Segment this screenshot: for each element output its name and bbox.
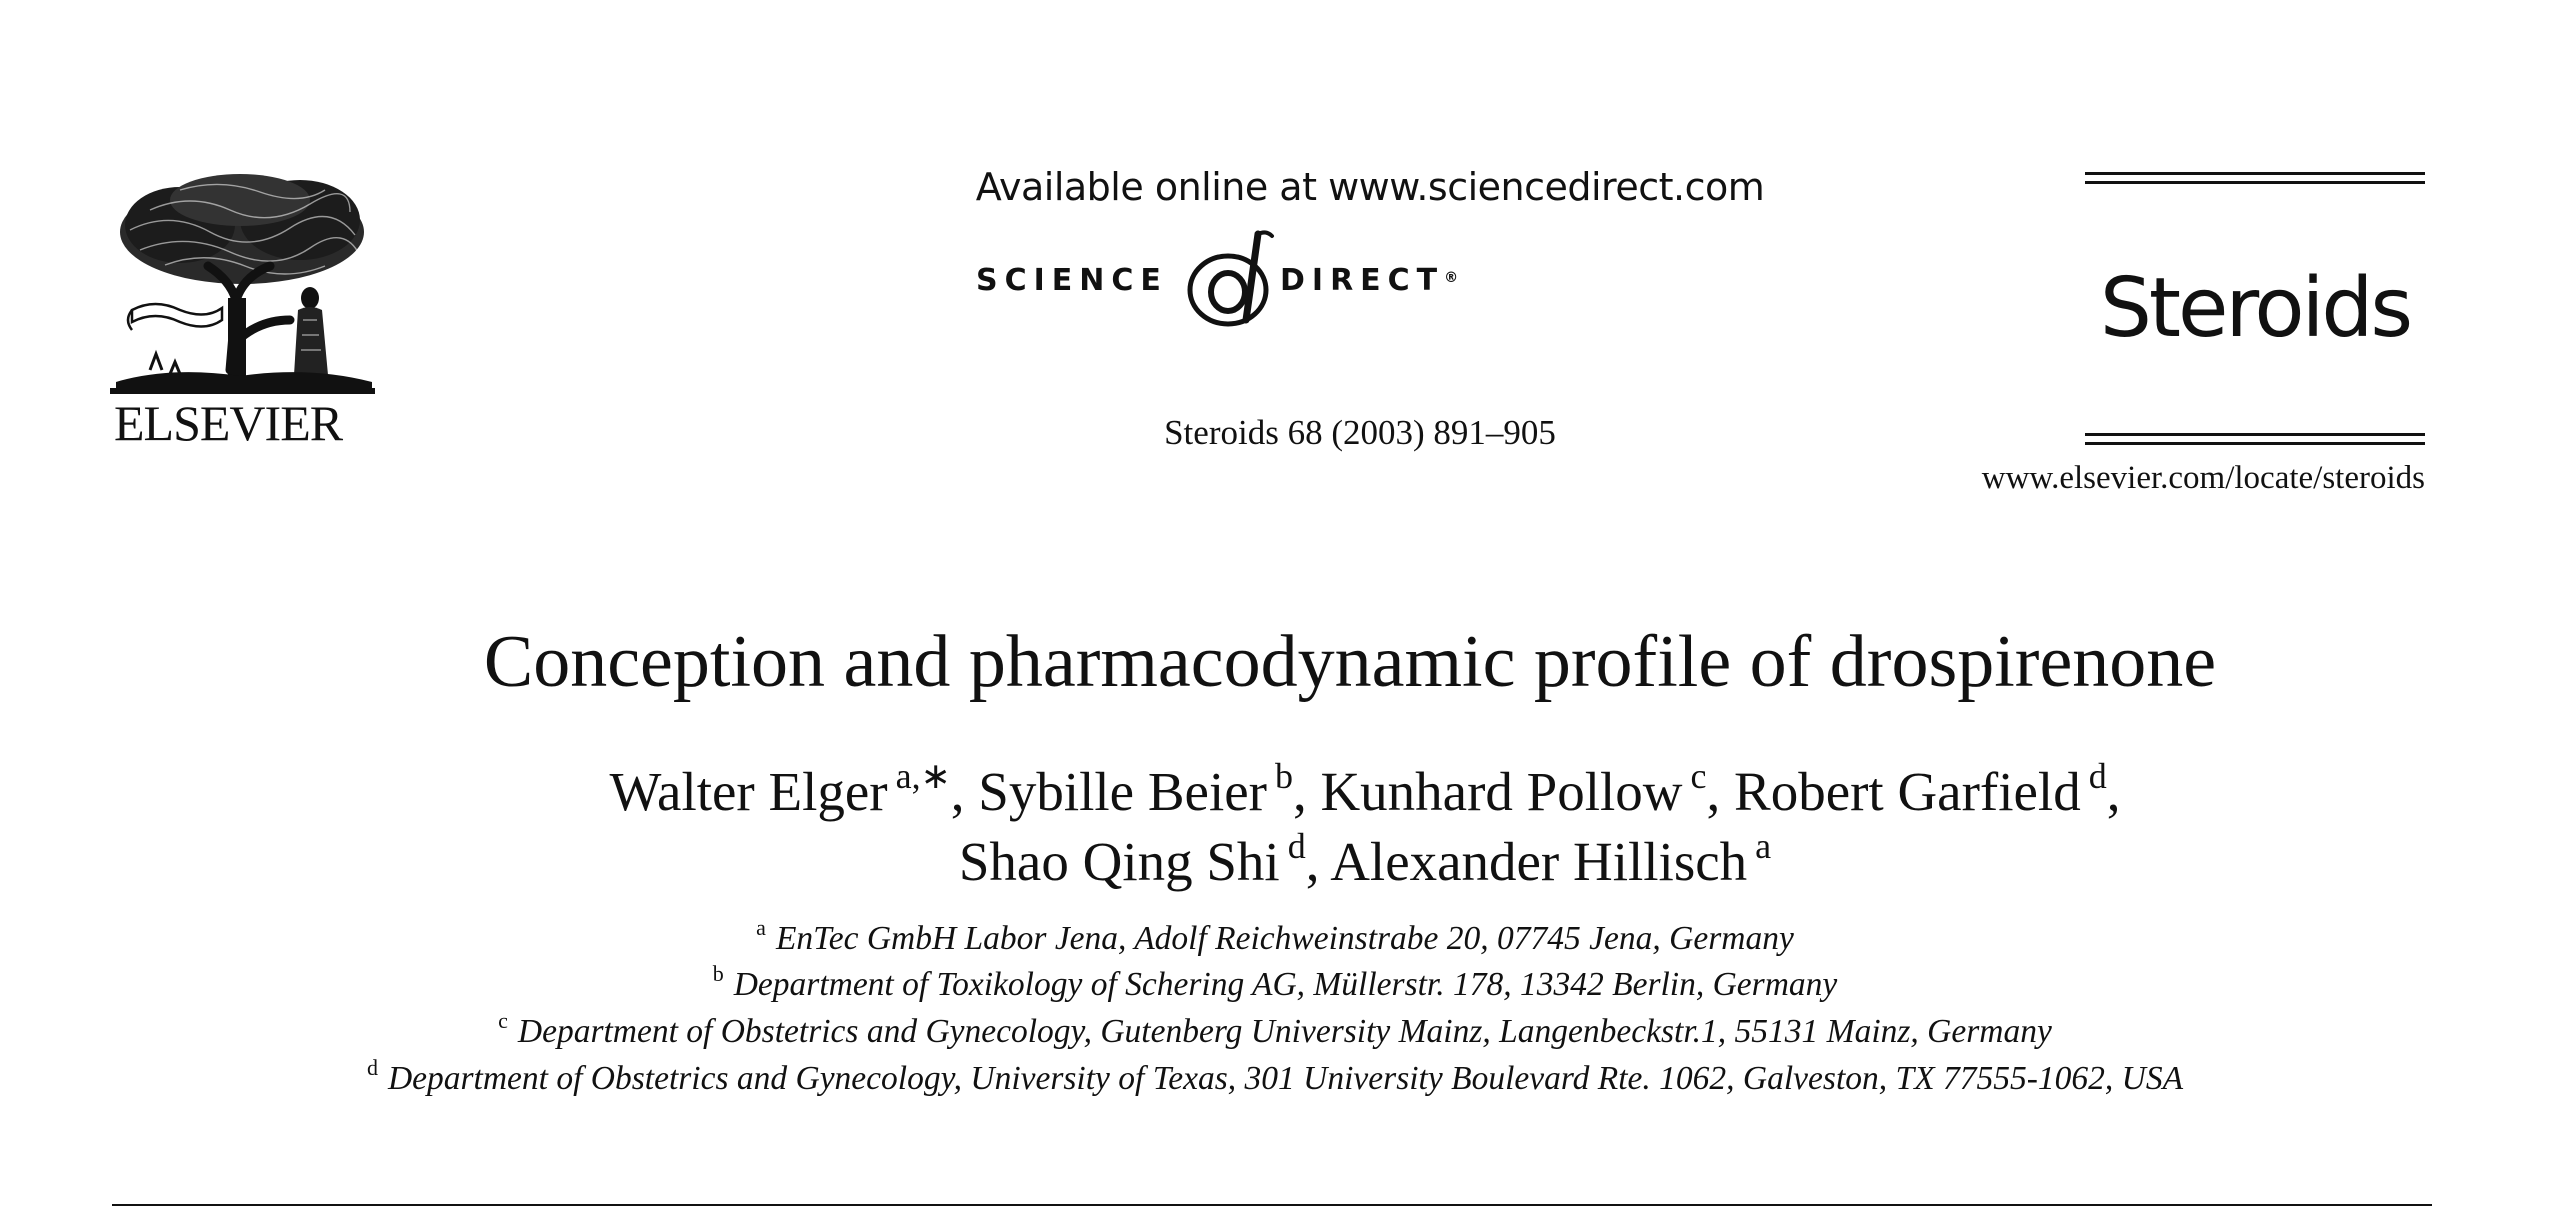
affiliation-c — [0, 1008, 2550, 1050]
author-name: Walter Elger — [609, 761, 888, 822]
affiliation-key: c — [498, 1008, 508, 1033]
affiliation-b — [0, 961, 2550, 1003]
sciencedirect-right-word — [1280, 263, 1459, 298]
author-name: Alexander Hillisch — [1330, 831, 1748, 892]
author-separator: , — [2106, 761, 2121, 822]
author-name: Sybille Beier — [978, 761, 1267, 822]
author-affiliation-mark: d — [1287, 826, 1306, 866]
author-name: Shao Qing Shi — [958, 831, 1280, 892]
affiliation-key: d — [366, 1055, 378, 1080]
affiliation-text: EnTec GmbH Labor Jena, Adolf Reichweinstrabe 20, 07745 Jena, Germany — [775, 920, 1794, 957]
affiliation-d — [0, 1055, 2550, 1097]
journal-rule-bottom — [2085, 433, 2425, 445]
sciencedirect-left-word: SCIENCE — [976, 263, 1168, 298]
journal-citation: Steroids 68 (2003) 891–905 — [1164, 413, 1556, 452]
author-affiliation-mark: c — [1690, 756, 1707, 796]
at-sign-d-icon — [1180, 228, 1280, 338]
affiliation-text: Department of Obstetrics and Gynecology, Gutenberg University Mainz, Langenbeckstr.1, 55131 Mainz, Germany — [517, 1013, 2052, 1050]
author-line-2 — [0, 826, 2560, 892]
author-separator: , — [1706, 761, 1735, 822]
elsevier-logo — [110, 170, 375, 455]
author-affiliation-mark: a,∗ — [895, 756, 951, 796]
journal-name: Steroids — [2099, 261, 2411, 356]
journal-rule-top — [2085, 172, 2425, 184]
author-affiliation-mark: a — [1755, 826, 1772, 866]
journal-url-link[interactable]: www.elsevier.com/locate/steroids — [1981, 460, 2425, 496]
author-separator: , — [950, 761, 979, 822]
author-name: Kunhard Pollow — [1320, 761, 1683, 822]
author-line-1 — [0, 756, 2560, 822]
author-separator: , — [1292, 761, 1321, 822]
section-divider — [112, 1204, 2432, 1206]
author-separator: , — [1305, 831, 1331, 892]
sciencedirect-logo — [970, 228, 1490, 338]
affiliation-a — [0, 915, 2550, 957]
author-affiliation-mark: b — [1274, 756, 1293, 796]
publisher-wordmark: ELSEVIER — [114, 395, 343, 451]
author-name: Robert Garfield — [1734, 761, 2081, 822]
affiliation-key: a — [756, 915, 766, 940]
affiliation-text: Department of Obstetrics and Gynecology, University of Texas, 301 University Boulevard Rte. 1062, Galveston, TX 77555-1062, USA — [387, 1060, 2184, 1097]
available-online-text: Available online at www.sciencedirect.com — [975, 165, 1765, 209]
paper-title: Conception and pharmacodynamic profile of drospirenone — [483, 621, 2217, 703]
registered-mark: ® — [1444, 270, 1459, 286]
affiliation-text: Department of Toxikology of Schering AG, Müllerstr. 178, 13342 Berlin, Germany — [733, 966, 1838, 1003]
sciencedirect-direct-label: DIRECT — [1280, 263, 1445, 298]
affiliation-key: b — [712, 961, 724, 986]
author-affiliation-mark: d — [2088, 756, 2107, 796]
